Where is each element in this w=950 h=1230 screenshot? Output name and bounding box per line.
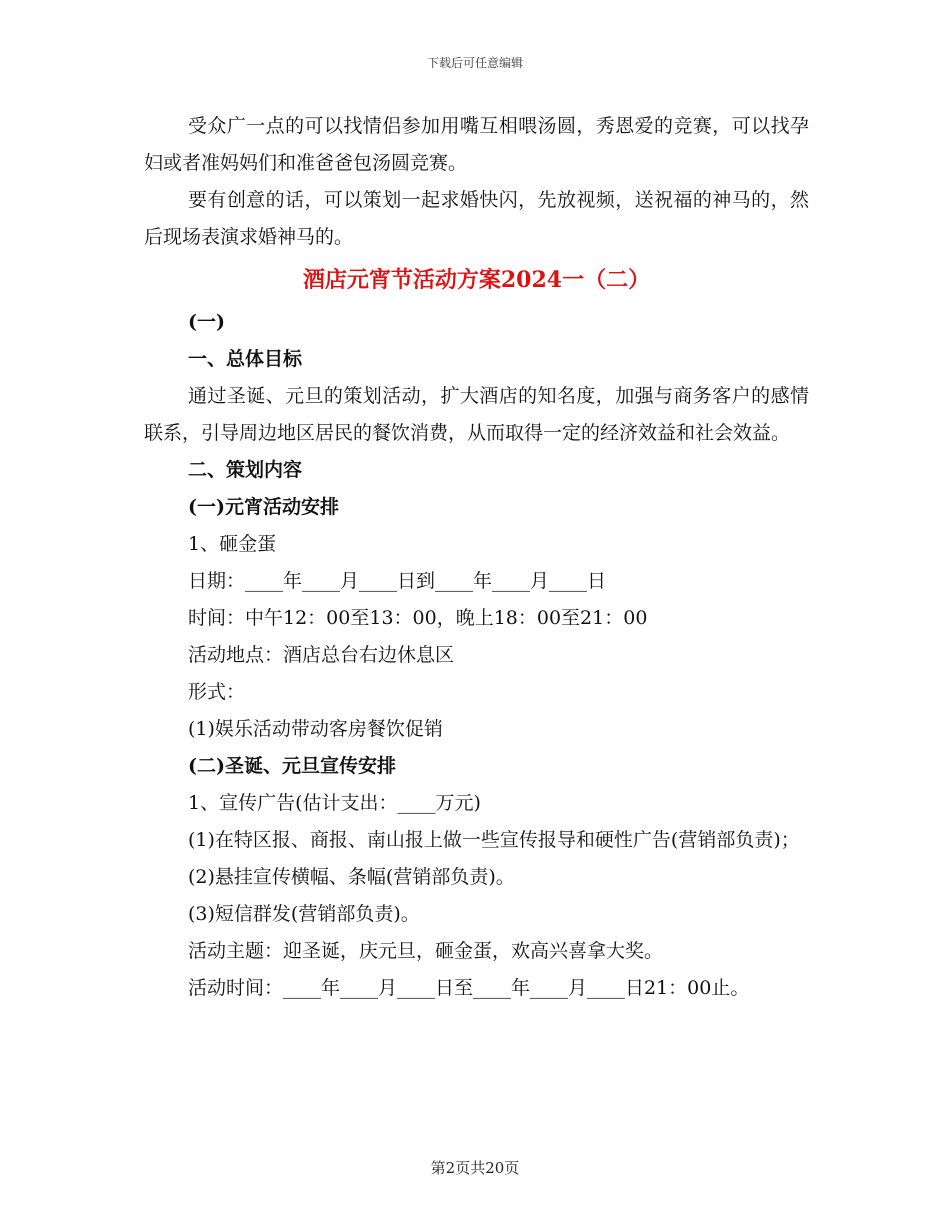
paragraph: (3)短信群发(营销部负责)。 xyxy=(188,903,420,925)
paragraph: 形式： xyxy=(188,681,246,703)
paragraph: 活动时间：____年____月____日至____年____月____日21：00止。 xyxy=(188,977,750,999)
paragraph: (一)元宵活动安排 xyxy=(188,496,339,518)
paragraph: 1、砸金蛋 xyxy=(188,533,277,555)
paragraph: (1)在特区报、商报、南山报上做一些宣传报导和硬性广告(营销部负责)； xyxy=(188,829,800,851)
paragraph: (1)娱乐活动带动客房餐饮促销 xyxy=(188,718,443,740)
paragraph: (一) xyxy=(188,311,225,333)
paragraph: 活动地点：酒店总台右边休息区 xyxy=(188,644,455,666)
paragraph: 日期：____年____月____日到____年____月____日 xyxy=(188,570,607,592)
page-footer: 第2页共20页 xyxy=(430,1159,520,1177)
document-body xyxy=(144,108,809,1007)
paragraph: (二)圣诞、元旦宣传安排 xyxy=(188,755,396,777)
paragraph: 二、策划内容 xyxy=(188,459,303,481)
paragraph: 时间：中午12：00至13：00，晚上18：00至21：00 xyxy=(188,607,648,629)
page-header: 下载后可任意编辑 xyxy=(426,56,523,70)
paragraph: (2)悬挂宣传横幅、条幅(营销部负责)。 xyxy=(188,866,515,888)
paragraph: 1、宣传广告(估计支出：____万元) xyxy=(188,792,481,814)
intro-paragraph-2: 要有创意的话，可以策划一起求婚快闪，先放视频，送祝福的神马的，然后现场表演求婚神马的。 xyxy=(144,189,809,248)
section-title: 酒店元宵节活动方案2024一（二） xyxy=(302,267,651,293)
intro-paragraph-1: 受众广一点的可以找情侣参加用嘴互相喂汤圆，秀恩爱的竞赛，可以找孕妇或者准妈妈们和准爸爸包汤圆竞赛。 xyxy=(144,115,809,174)
paragraph: 一、总体目标 xyxy=(188,348,303,370)
paragraph: 活动主题：迎圣诞，庆元旦，砸金蛋，欢高兴喜拿大奖。 xyxy=(188,940,664,962)
paragraph: 通过圣诞、元旦的策划活动，扩大酒店的知名度，加强与商务客户的感情联系，引导周边地区居民的餐饮消费，从而取得一定的经济效益和社会效益。 xyxy=(144,385,809,444)
